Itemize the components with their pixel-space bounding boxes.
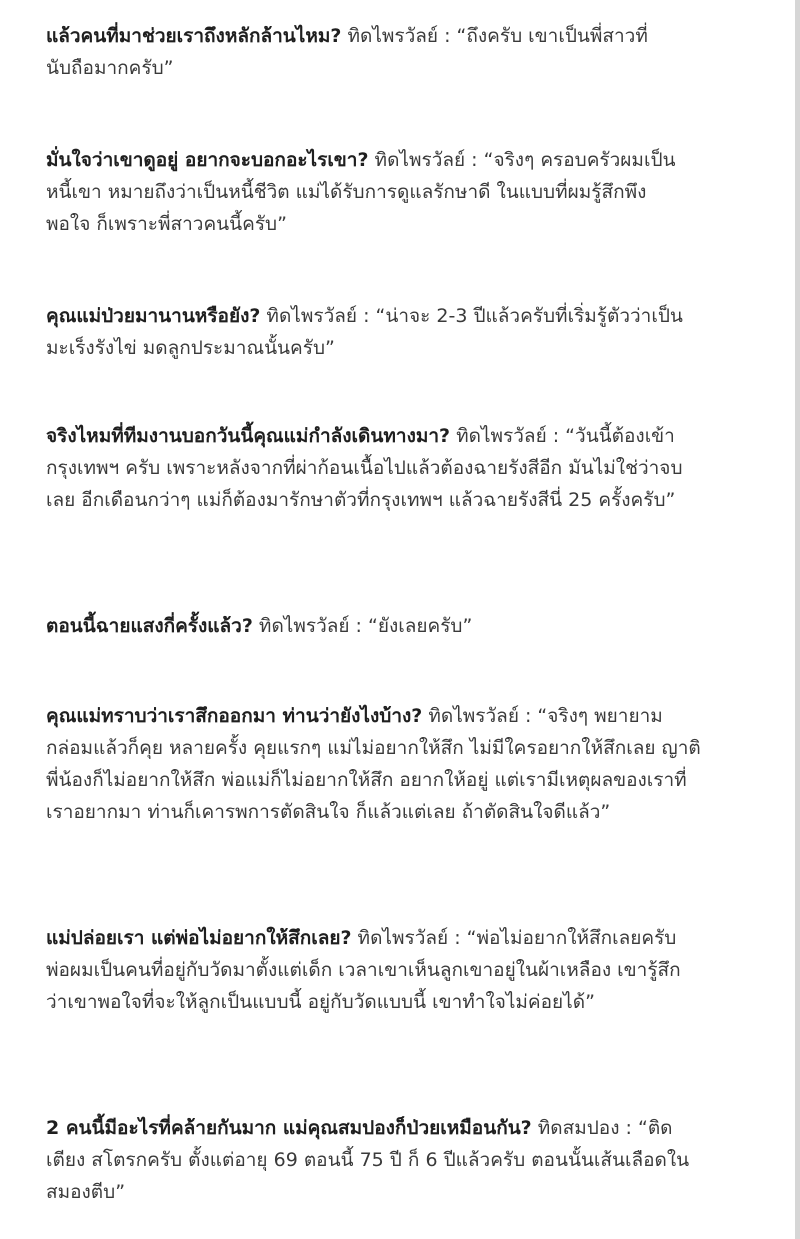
question-text: คุณแม่ป่วยมานานหรือยัง? xyxy=(46,305,261,327)
question-text: มั่นใจว่าเขาดูอยู่ อยากจะบอกอะไรเขา? xyxy=(46,149,369,171)
answer-text: ทิดไพรวัลย์ : “ถึงครับ เขาเป็นพี่สาวที่นับถือมากครับ” xyxy=(46,25,648,79)
qa-paragraph xyxy=(46,20,686,84)
qa-paragraph xyxy=(46,300,701,364)
qa-paragraph xyxy=(46,1112,701,1208)
qa-paragraph xyxy=(46,610,701,642)
question-text: แล้วคนที่มาช่วยเราถึงหลักล้านไหม? xyxy=(46,25,342,47)
qa-paragraph xyxy=(46,144,686,240)
question-text: จริงไหมที่ทีมงานบอกวันนี้คุณแม่กำลังเดินทางมา? xyxy=(46,425,451,447)
question-text: 2 คนนี้มีอะไรที่คล้ายกันมาก แม่คุณสมปองก็ป่วยเหมือนกัน? xyxy=(46,1117,532,1139)
question-text: แม่ปล่อยเรา แต่พ่อไม่อยากให้สึกเลย? xyxy=(46,927,352,949)
answer-text: ทิดไพรวัลย์ : “ยังเลยครับ” xyxy=(252,615,473,637)
qa-paragraph xyxy=(46,700,701,828)
question-text: ตอนนี้ฉายแสงกี่ครั้งแล้ว? xyxy=(46,615,253,637)
answer-text: ทิดไพรวัลย์ : “น่าจะ 2-3 ปีแล้วครับที่เริ่มรู้ตัวว่าเป็นมะเร็งรังไข่ มดลูกประมาณนั้นครับ” xyxy=(46,305,683,359)
answer-text: ทิดไพรวัลย์ : “พ่อไม่อยากให้สึกเลยครับ พ่อผมเป็นคนที่อยู่กับวัดมาตั้งแต่เด็ก เวลาเขาเห็นลูกเขาอยู่ในผ้าเหลือง เขารู้สึกว่าเขาพอใจที่จะให้ลูกเป็นแบบนี้ อยู่กับวัดแบบนี้ เขาทำใจไม่ค่อยได้” xyxy=(46,927,681,1013)
answer-text: ทิดไพรวัลย์ : “วันนี้ต้องเข้ากรุงเทพฯ ครับ เพราะหลังจากที่ผ่าก้อนเนื้อไปแล้วต้องฉายรังสีอีก มันไม่ใช่ว่าจบเลย อีกเดือนกว่าๆ แม่ก็ต้องมารักษาตัวที่กรุงเทพฯ แล้วฉายรังสีนี่ 25 ครั้งครับ” xyxy=(46,425,683,511)
answer-text: ทิดสมปอง : “ติดเตียง สโตรกครับ ตั้งแต่อายุ 69 ตอนนี้ 75 ปี ก็ 6 ปีแล้วครับ ตอนนั้นเส้นเลือดในสมองตีบ” xyxy=(46,1117,690,1203)
answer-text: ทิดไพรวัลย์ : “จริงๆ ครอบครัวผมเป็นหนี้เขา หมายถึงว่าเป็นหนี้ชีวิต แม่ได้รับการดูแลรักษาดี ในแบบที่ผมรู้สึกพึงพอใจ ก็เพราะพี่สาวคนนี้ครับ” xyxy=(46,149,676,235)
qa-paragraph xyxy=(46,420,701,516)
answer-text: ทิดไพรวัลย์ : “จริงๆ พยายามกล่อมแล้วก็คุย หลายครั้ง คุยแรกๆ แม่ไม่อยากให้สึก ไม่มีใครอยากให้สึกเลย ญาติพี่น้องก็ไม่อยากให้สึก พ่อแม่ก็ไม่อยากให้สึก อยากให้อยู่ แต่เรามีเหตุผลของเราที่เราอยากมา ท่านก็เคารพการตัดสินใจ ก็แล้วแต่เลย ถ้าตัดสินใจดีแล้ว” xyxy=(46,705,701,823)
page-edge-rule xyxy=(795,0,800,1239)
qa-paragraph xyxy=(46,922,701,1018)
question-text: คุณแม่ทราบว่าเราสึกออกมา ท่านว่ายังไงบ้าง? xyxy=(46,705,423,727)
